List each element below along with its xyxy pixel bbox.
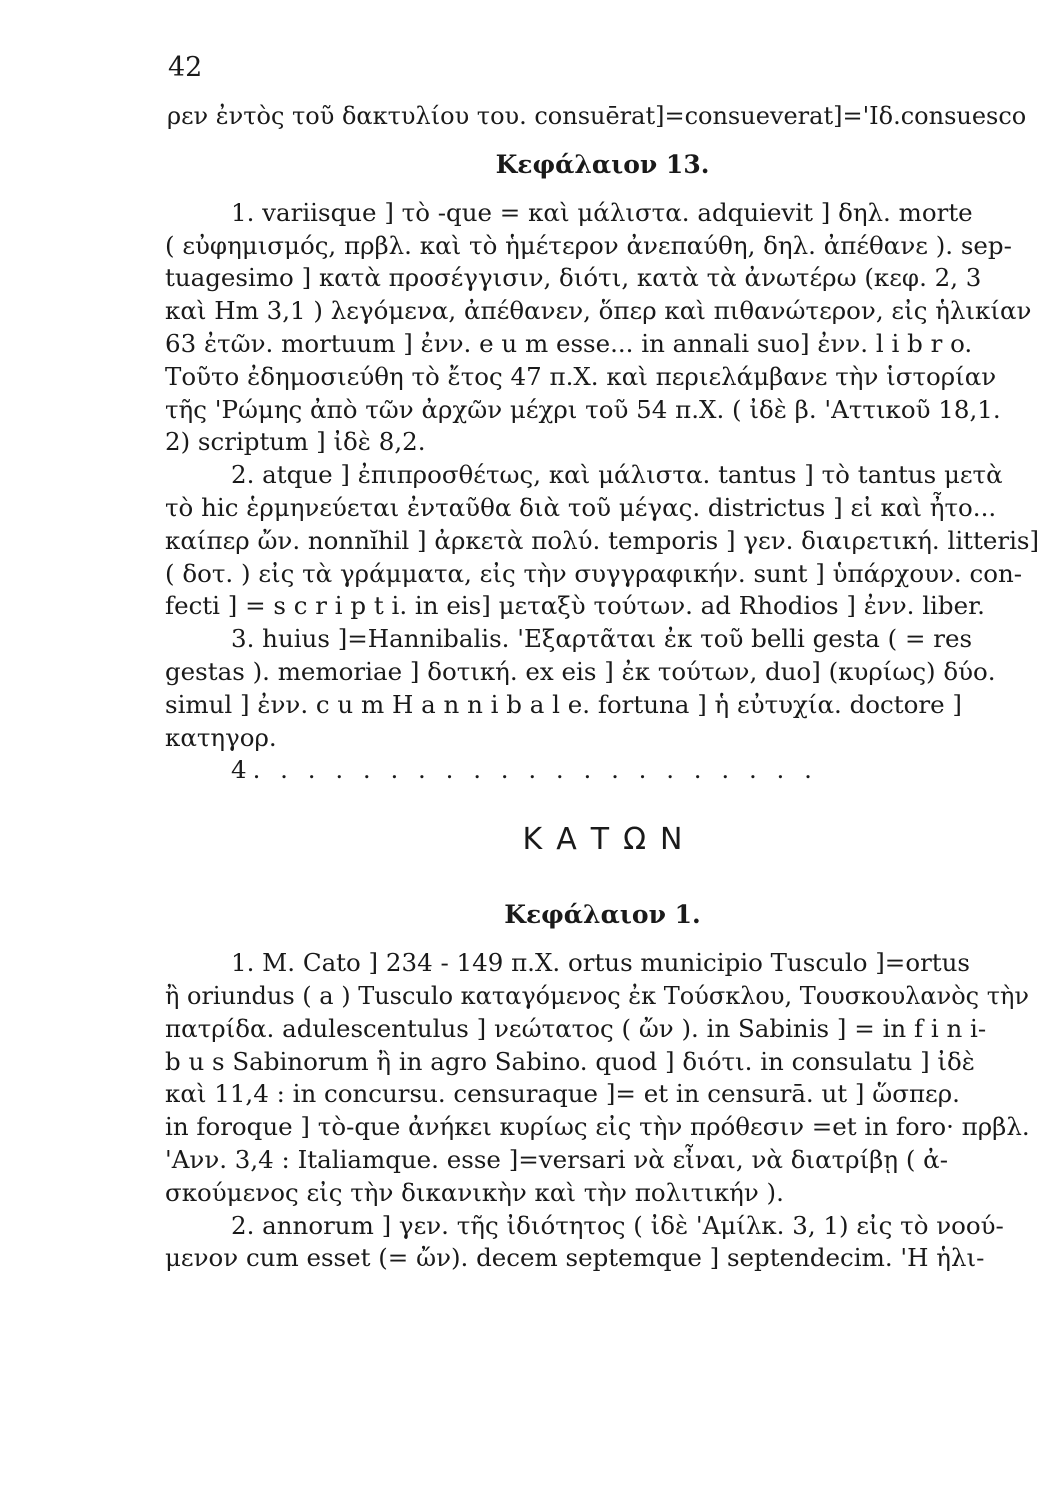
text-line: b u s Sabinorum ἢ in agro Sabino. quod ] διότι. in consulatu ] ἰδὲ <box>165 1046 975 1076</box>
text-line: 2. annorum ] γεν. τῆς ἰδιότητος ( ἰδὲ 'Αμίλκ. 3, 1) εἰς τὸ νοού- <box>231 1210 1004 1240</box>
text-line: 1. M. Cato ] 234 - 149 π.Χ. ortus municipio Tusculo ]=ortus <box>231 948 970 978</box>
page-body <box>165 100 1040 1275</box>
text-line: 'Ανν. 3,4 : Italiamque. esse ]=versari νὰ εἶναι, νὰ διατρίβῃ ( ἀ- <box>165 1144 948 1174</box>
text-line: 3. huius ]=Hannibalis. 'Εξαρτᾶται ἐκ τοῦ belli gesta ( = res <box>231 624 973 654</box>
text-line: simul ] ἐνν. c u m H a n n i b a l e. fortuna ] ἡ εὐτυχία. doctore ] <box>165 689 962 719</box>
continuation-line: ρεν ἐντὸς τοῦ δακτυλίου του. consuērat]=consueverat]='Ιδ.consuesco <box>167 102 1027 130</box>
text-line: Τοῦτο ἐδημοσιεύθη τὸ ἔτος 47 π.Χ. καὶ περιελάμβανε τὴν ἱστορίαν <box>165 361 997 391</box>
chapter-13-commentary <box>165 197 1040 787</box>
text-line: καὶ Hm 3,1 ) λεγόμενα, ἀπέθανεν, ὅπερ καὶ πιθανώτερον, εἰς ἡλικίαν <box>165 296 1032 326</box>
text-line: καὶ 11,4 : in concursu. censuraque ]= et in censurā. ut ] ὥσπερ. <box>165 1079 960 1109</box>
text-line: in foroque ] τὸ-que ἀνήκει κυρίως εἰς τὴν πρόθεσιν =et in foro· πρβλ. <box>165 1112 1030 1142</box>
text-line: fecti ] = s c r i p t i. in eis] μεταξὺ τούτων. ad Rhodios ] ἐνν. liber. <box>165 591 985 621</box>
text-line: 63 ἐτῶν. mortuum ] ἐνν. e u m esse... in annali suo] ἐνν. l i b r o. <box>165 328 973 358</box>
text-line: 1. variisque ] τὸ -que = καὶ μάλιστα. adquievit ] δηλ. morte <box>231 197 973 227</box>
text-line: gestas ). memoriae ] δοτική. ex eis ] ἐκ τούτων, duo] (κυρίως) δύο. <box>165 656 996 686</box>
text-line: 2. atque ] ἐπιπροσθέτως, καὶ μάλιστα. tantus ] τὸ tantus μετὰ <box>231 460 1003 490</box>
chapter-13-heading: Κεφάλαιον 13. <box>495 149 710 179</box>
text-line: σκούμενος εἰς τὴν δικανικὴν καὶ τὴν πολιτικήν ). <box>165 1177 784 1207</box>
text-line: 4. . . . . . . . . . . . . . . . . . . . . <box>231 755 818 785</box>
text-line: 2) scriptum ] ἰδὲ 8,2. <box>165 427 426 457</box>
page-number: 42 <box>168 52 203 83</box>
text-line: tuagesimo ] κατὰ προσέγγισιν, διότι, κατὰ τὰ ἀνωτέρω (κεφ. 2, 3 <box>165 263 982 293</box>
text-line: καίπερ ὤν. nonnĭhil ] ἀρκετὰ πολύ. temporis ] γεν. διαιρετική. litteris] <box>165 525 1040 555</box>
chapter-1-commentary <box>165 947 1040 1275</box>
section-title: ΚΑΤΩΝ <box>522 822 697 858</box>
text-line: ( εὐφημισμός, πρβλ. καὶ τὸ ἡμέτερον ἀνεπαύθη, δηλ. ἀπέθανε ). sep- <box>165 230 1012 260</box>
text-line: ἢ oriundus ( a ) Tusculo καταγόμενος ἐκ Τούσκλου, Τουσκουλανὸς τὴν <box>165 981 1029 1010</box>
text-line: κατηγορ. <box>165 722 277 752</box>
text-line: τὸ hic ἑρμηνεύεται ἐνταῦθα διὰ τοῦ μέγας. districtus ] εἰ καὶ ἦτο... <box>165 492 997 522</box>
text-line: ( δοτ. ) εἰς τὰ γράμματα, εἰς τὴν συγγραφικήν. sunt ] ὑπάρχουν. con- <box>165 558 1023 588</box>
text-line: τῆς 'Ρώμης ἀπὸ τῶν ἀρχῶν μέχρι τοῦ 54 π.Χ. ( ἰδὲ β. 'Αττικοῦ 18,1. <box>165 394 1001 424</box>
chapter-1-heading: Κεφάλαιον 1. <box>504 900 701 930</box>
text-line: μενον cum esset (= ὤν). decem septemque ] septendecim. 'Η ἡλι- <box>165 1243 985 1273</box>
text-line: πατρίδα. adulescentulus ] νεώτατος ( ὤν ). in Sabinis ] = in f i n i- <box>165 1013 987 1043</box>
